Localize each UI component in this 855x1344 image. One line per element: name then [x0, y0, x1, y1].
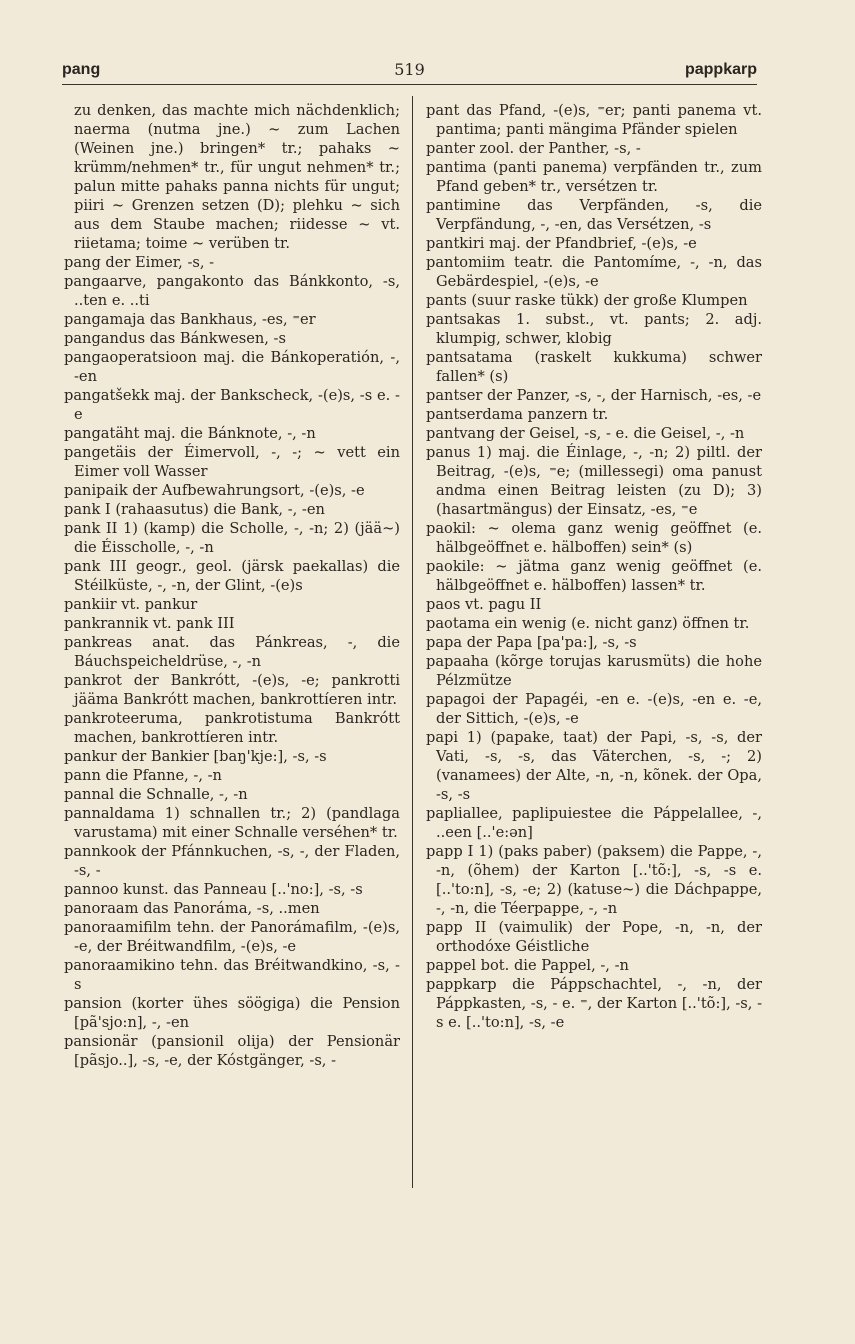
- dictionary-entry: pangaarve, pangakonto das Bánkkonto, -s, ..ten e. ..ti: [64, 273, 400, 309]
- dictionary-entry: pantsakas 1. subst., vt. pants; 2. adj. klumpig, schwer, klobig: [426, 311, 762, 347]
- dictionary-entry: pankrot der Bankrótt, -(e)s, -e; pankrotti jääma Bankrótt machen, bankrottíeren intr.: [64, 672, 400, 708]
- dictionary-entry: panoraamifilm tehn. der Panorámafilm, -(e)s, -e, der Bréitwandfilm, -(e)s, -e: [64, 919, 400, 955]
- dictionary-entry: pank II 1) (kamp) die Scholle, -, -n; 2) (jää~) die Éisscholle, -, -n: [64, 520, 400, 556]
- dictionary-entry: papp II (vaimulik) der Pope, -n, -n, der orthodóxe Géistliche: [426, 919, 762, 955]
- dictionary-entry: pankroteeruma, pankrotistuma Bankrótt machen, bankrottíeren intr.: [64, 710, 400, 746]
- dictionary-entry: papp I 1) (paks paber) (paksem) die Pappe, -, -n, (õhem) der Karton [..'tõ:], -s, -s e. [..'to:n], -s, -e; 2) (katuse~) die Dáchpappe, -, -n, die Téerpappe, -, -n: [426, 843, 762, 917]
- right-column: [426, 101, 762, 1032]
- dictionary-entry: pantima (panti panema) verpfänden tr., zum Pfand geben* tr., versétzen tr.: [426, 159, 762, 195]
- dictionary-entry: paokile: ~ jätma ganz wenig geöffnet (e. hälbgeöffnet e. hälboffen) lassen* tr.: [426, 558, 762, 594]
- dictionary-entry: pankur der Bankier [baŋ'kje:], -s, -s: [64, 748, 327, 765]
- dictionary-entry: pank I (rahaasutus) die Bank, -, -en: [64, 501, 325, 518]
- dictionary-entry: pangatšekk maj. der Bankscheck, -(e)s, -s e. -e: [64, 387, 400, 423]
- dictionary-entry: pangetäis der Éimervoll, -, -; ~ vett ein Eimer voll Wasser: [64, 444, 400, 480]
- dictionary-entry: pantkiri maj. der Pfandbrief, -(e)s, -e: [426, 235, 697, 252]
- dictionary-entry: papi 1) (papake, taat) der Papi, -s, -s, der Vati, -s, -s, das Väterchen, -s, -; 2) (vanamees) der Alte, -n, -n, kõnek. der Opa, -s, -s: [426, 729, 762, 803]
- dictionary-entry: pappel bot. die Pappel, -, -n: [426, 957, 629, 974]
- dictionary-entry: panoraamikino tehn. das Bréitwandkino, -s, -s: [64, 957, 400, 993]
- dictionary-entry: pantserdama panzern tr.: [426, 406, 609, 423]
- header-last-headword: pappkarp: [684, 61, 757, 78]
- dictionary-entry: pang der Eimer, -s, -: [64, 254, 215, 271]
- dictionary-entry: pangaoperatsioon maj. die Bánkoperatión, -, -en: [64, 349, 400, 385]
- dictionary-entry: panoraam das Panoráma, -s, ..men: [64, 900, 320, 917]
- dictionary-entry: pank III geogr., geol. (järsk paekallas) die Stéilküste, -, -n, der Glint, -(e)s: [64, 558, 400, 594]
- dictionary-entry: pansion (korter ühes söögiga) die Pension [pã'sjo:n], -, -en: [64, 995, 400, 1031]
- dictionary-entry: pant das Pfand, -(e)s, ⁼er; panti panema vt. pantima; panti mängima Pfänder spielen: [426, 102, 762, 138]
- dictionary-entry: pangatäht maj. die Bánknote, -, -n: [64, 425, 316, 442]
- dictionary-entry: pantsatama (raskelt kukkuma) schwer fallen* (s): [426, 349, 762, 385]
- dictionary-entry: pantomiim teatr. die Pantomíme, -, -n, das Gebärdespiel, -(e)s, -e: [426, 254, 762, 290]
- dictionary-entry: papaaha (kõrge torujas karusmüts) die hohe Pélzmütze: [426, 653, 762, 689]
- dictionary-entry: pantimine das Verpfänden, -s, die Verpfändung, -, -en, das Versétzen, -s: [426, 197, 762, 233]
- dictionary-entry: pantvang der Geisel, -s, - e. die Geisel, -, -n: [426, 425, 745, 442]
- page-number: 519: [394, 60, 425, 79]
- dictionary-entry: pannkook der Pfánnkuchen, -s, -, der Fladen, -s, -: [64, 843, 400, 879]
- column-divider: [412, 96, 413, 1188]
- header-first-headword: pang: [62, 61, 101, 78]
- dictionary-entry: pants (suur raske tükk) der große Klumpen: [426, 292, 748, 309]
- dictionary-entry: pankreas anat. das Pánkreas, -, die Báuchspeicheldrüse, -, -n: [64, 634, 400, 670]
- dictionary-entry: pann die Pfanne, -, -n: [64, 767, 222, 784]
- dictionary-entry: papagoi der Papagéi, -en e. -(e)s, -en e. -e, der Sittich, -(e)s, -e: [426, 691, 762, 727]
- left-column: [64, 101, 400, 1070]
- dictionary-entry: pannoo kunst. das Panneau [..'no:], -s, -s: [64, 881, 363, 898]
- dictionary-entry: paokil: ~ olema ganz wenig geöffnet (e. hälbgeöffnet e. hälboffen) sein* (s): [426, 520, 762, 556]
- dictionary-entry: pannaldama 1) schnallen tr.; 2) (pandlaga varustama) mit einer Schnalle verséhen* tr.: [64, 805, 400, 841]
- dictionary-entry: panus 1) maj. die Éinlage, -, -n; 2) piltl. der Beitrag, -(e)s, ⁼e; (millessegi) oma panust andma einen Beitrag leisten (zu D); 3) (hasartmängus) der Einsatz, -es, ⁼e: [426, 444, 762, 518]
- dictionary-entry: pankrannik vt. pank III: [64, 615, 235, 632]
- dictionary-entry: panipaik der Aufbewahrungsort, -(e)s, -e: [64, 482, 365, 499]
- dictionary-entry: pangandus das Bánkwesen, -s: [64, 330, 286, 347]
- dictionary-entry: zu denken, das machte mich nächdenklich; naerma (nutma jne.) ~ zum Lachen (Weinen jne.) bringen* tr.; pahaks ~ krümm/nehmen* tr., für ungut nehmen* tr.; palun mitte pahaks panna nichts für ungut; piiri ~ Grenzen setzen (D); plehku ~ sich aus dem Staube machen; riidesse ~ vt. riietama; toime ~ verüben tr.: [74, 102, 400, 252]
- dictionary-entry: pansionär (pansionil olija) der Pensionär [pãsjo..], -s, -e, der Kóstgänger, -s, -: [64, 1033, 400, 1069]
- dictionary-entry: paotama ein wenig (e. nicht ganz) öffnen tr.: [426, 615, 750, 632]
- dictionary-entry: panter zool. der Panther, -s, -: [426, 140, 641, 157]
- dictionary-entry: paos vt. pagu II: [426, 596, 542, 613]
- dictionary-entry: pannal die Schnalle, -, -n: [64, 786, 248, 803]
- dictionary-entry: pangamaja das Bankhaus, -es, ⁼er: [64, 311, 316, 328]
- dictionary-entry: pankiir vt. pankur: [64, 596, 198, 613]
- page-header: [62, 56, 757, 85]
- dictionary-entry: papa der Papa [pa'pa:], -s, -s: [426, 634, 637, 651]
- dictionary-entry: papliallee, paplipuiestee die Páppelallee, -, ..een [..'e:ən]: [426, 805, 762, 841]
- dictionary-entry: pappkarp die Páppschachtel, -, -n, der Páppkasten, -s, - e. ⁼, der Karton [..'tõ:], -s, -s e. [..'to:n], -s, -e: [426, 976, 762, 1031]
- dictionary-entry: pantser der Panzer, -s, -, der Harnisch, -es, -e: [426, 387, 762, 404]
